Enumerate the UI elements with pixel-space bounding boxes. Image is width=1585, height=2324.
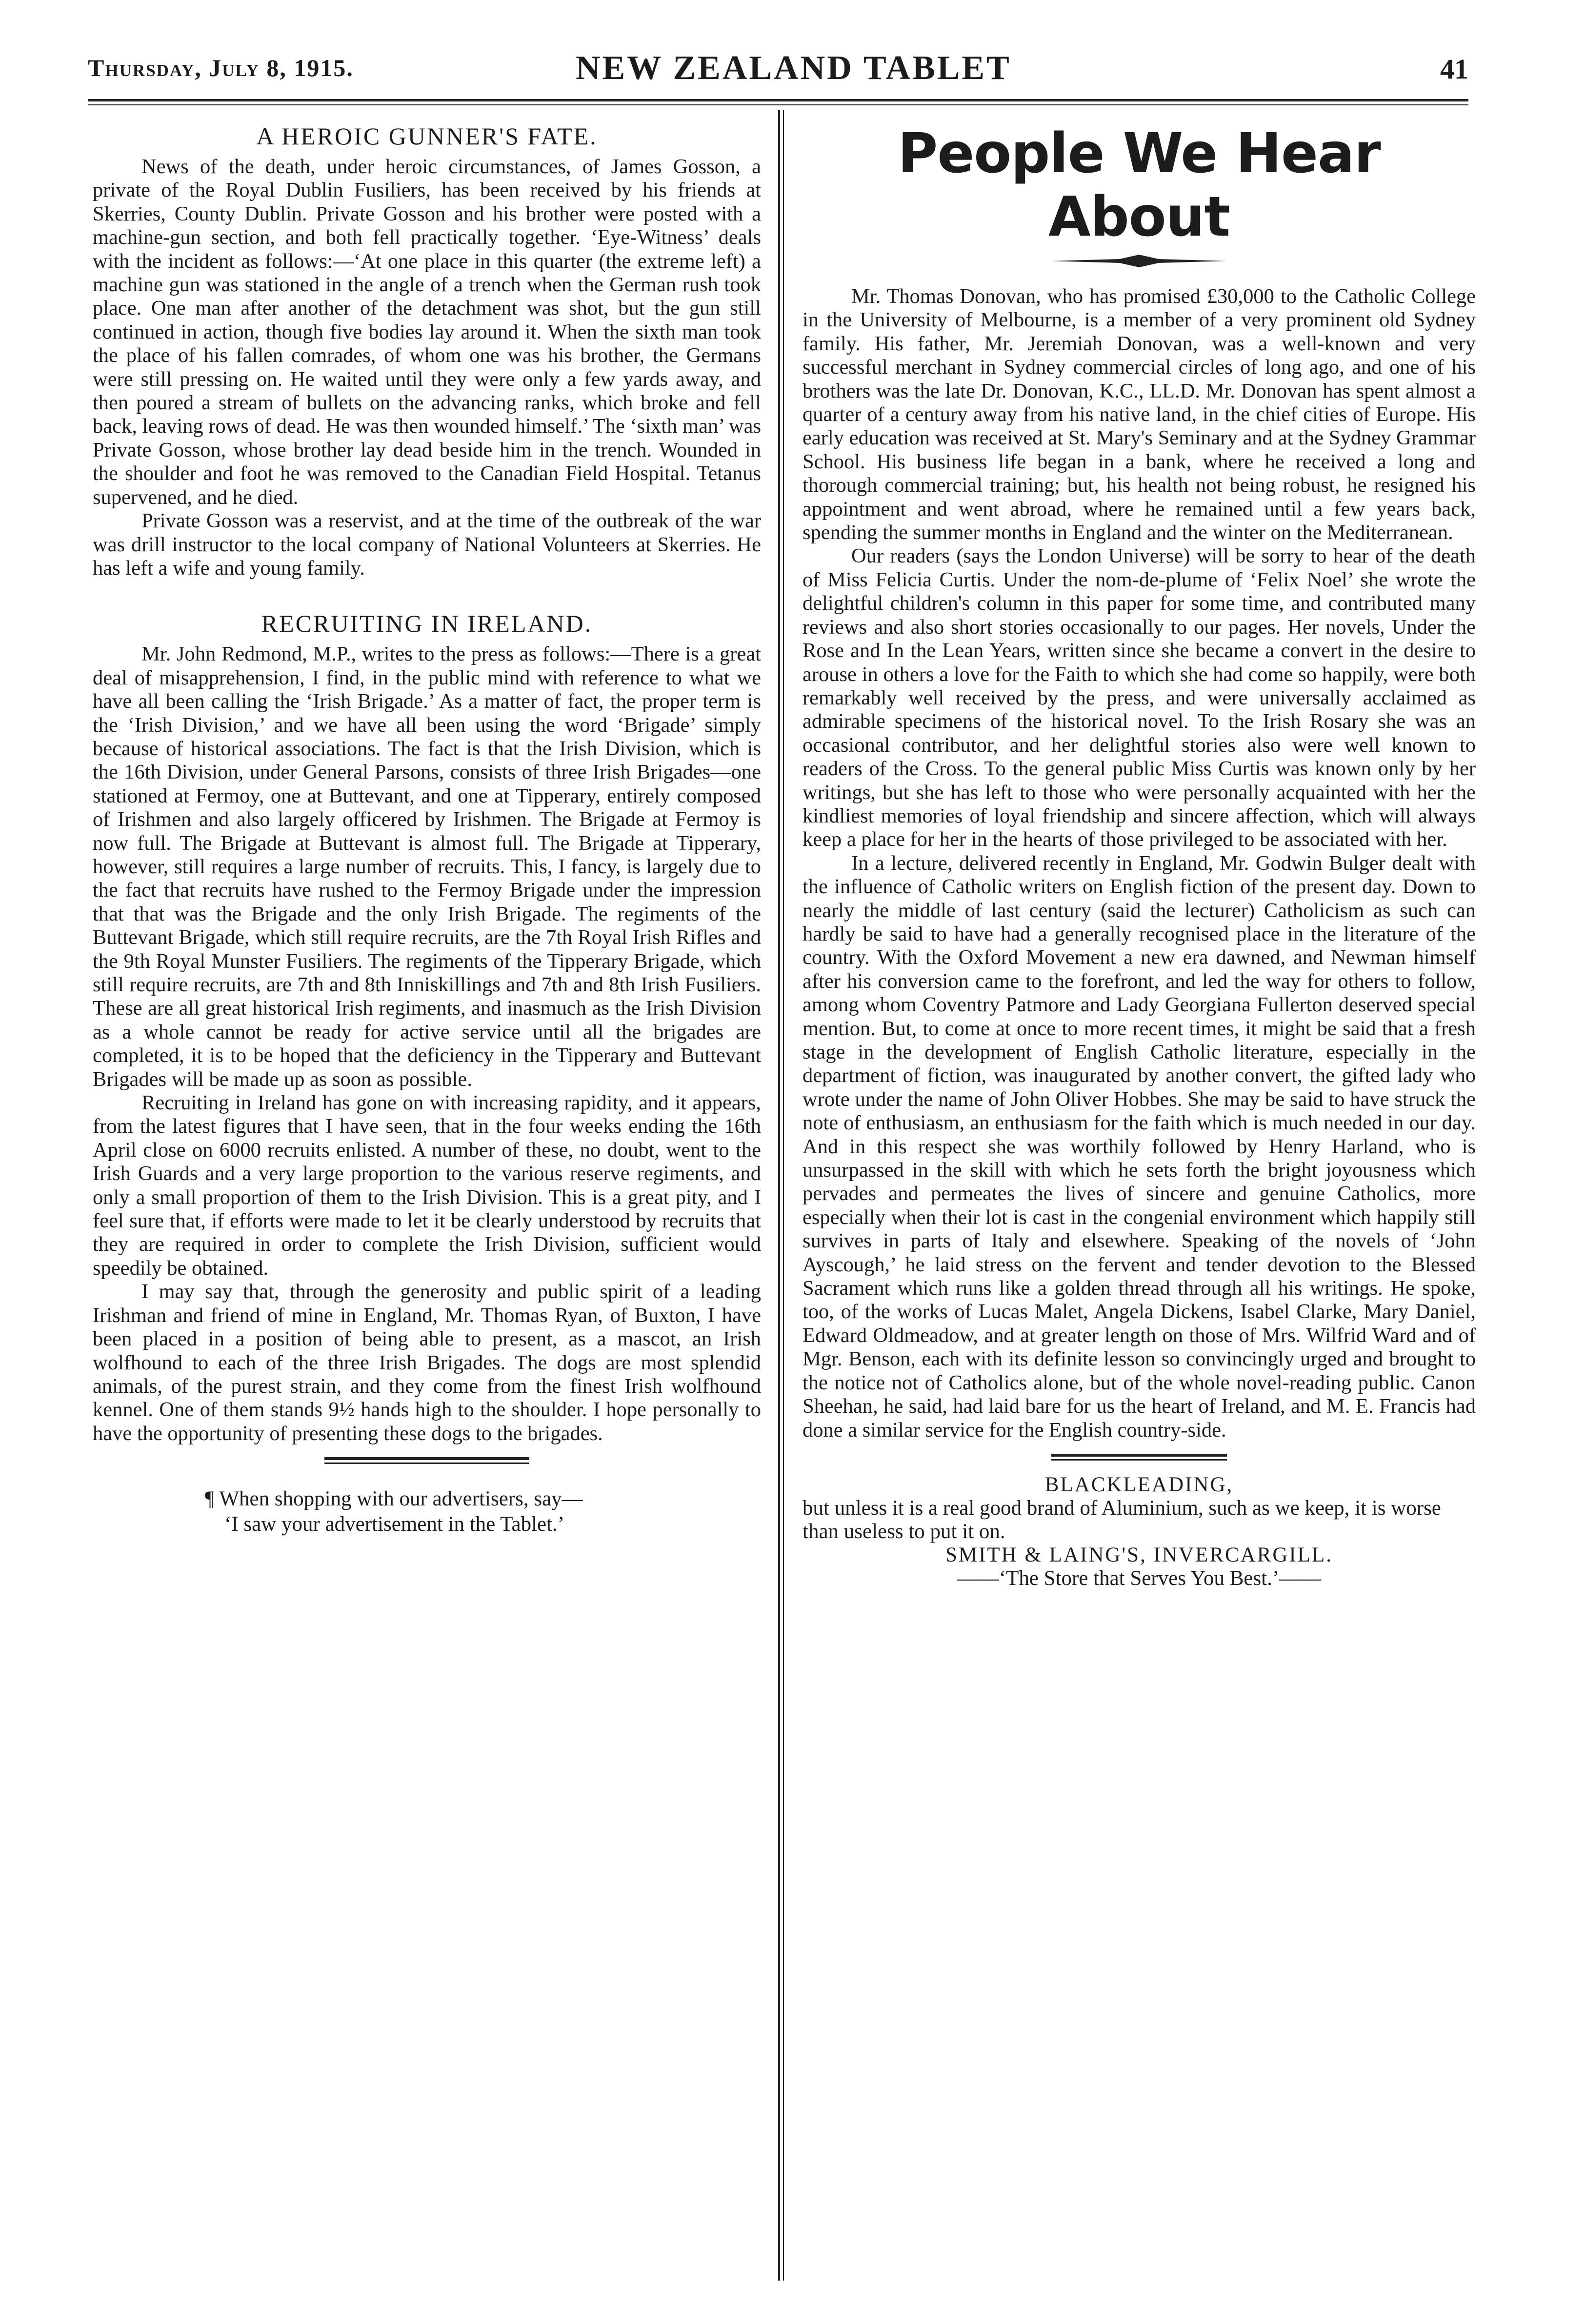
people-paragraph: Our readers (says the London Universe) will be sorry to hear of the death of Miss Felicia Curtis. Under the nom-de-plume of ‘Felix Noel’ she wrote the delightful children's column in this paper for some time, and contributed many reviews and also short stories occasionally to our pages. Her novels, Under the Rose and In the Lean Years, written since she became a convert in the desire to arouse in others a love for the Faith to which she had come so happily, were both remarkably well received by the press, and were universally acclaimed as admirable specimens of the historical novel. To the Irish Rosary she was an occasional contributor, and her delightful stories also were well known to readers of the Cross. To the general public Miss Curtis was known only by her writings, but she has left to those who were personally acquainted with her the kindliest memories of loyal friendship and sincere affection, which will always keep a place for her in the hearts of those privileged to be associated with her.: [803, 544, 1476, 851]
advertiser-notice: [93, 1486, 761, 1537]
column-divider: [778, 110, 780, 2281]
header-page-number: 41: [1440, 53, 1468, 85]
article-paragraph: I may say that, through the generosity and public spirit of a leading Irishman and friend of mine in England, Mr. Thomas Ryan, of Buxton, I have been placed in a position of being able to present, as a mascot, an Irish wolfhound to each of the three Irish Brigades. The dogs are most splendid animals, of the purest strain, and they come from the finest Irish wolfhound kennel. One of them stands 9½ hands high to the shoulder. I hope personally to have the opportunity of presenting these dogs to the brigades.: [93, 1280, 761, 1445]
header-title: NEW ZEALAND TABLET: [576, 49, 1011, 87]
closing-rule: [324, 1456, 529, 1467]
title-ornament: [1051, 254, 1227, 268]
section-title-people: People We Hear About: [898, 122, 1381, 249]
header-rule: [88, 99, 1468, 101]
advert-title: BLACKLEADING,: [1044, 1473, 1234, 1496]
article-paragraph: Recruiting in Ireland has gone on with increasing rapidity, and it appears, from the latest figures that I have seen, that in the four weeks ending the 16th April close on 6000 recruits enlisted. A number of these, no doubt, went to the Irish Guards and a very large proportion to the various reserve regiments, and only a small proportion of them to the Irish Division. This is a great pity, and I feel sure that, if efforts were made to let it be clearly understood by recruits that they are required in order to complete the Irish Division, sufficient would speedily be obtained.: [93, 1091, 761, 1280]
advert-slogan: ——‘The Store that Serves You Best.’——: [957, 1566, 1322, 1590]
header-rule-thin: [88, 104, 1468, 105]
notice-line-2: ‘I saw your advertisement in the Tablet.’: [224, 1513, 565, 1536]
article-paragraph: Private Gosson was a reservist, and at the time of the outbreak of the war was drill instructor to the local company of National Volunteers at Skerries. He has left a wife and young family.: [93, 509, 761, 580]
page-header: [88, 44, 1468, 98]
header-date: Thursday, July 8, 1915.: [88, 54, 354, 81]
left-column: [93, 122, 761, 1537]
advert-text: but unless it is a real good brand of Aluminium, such as we keep, it is worse than useless to put it on.: [803, 1496, 1441, 1543]
people-paragraph: Mr. Thomas Donovan, who has promised £30,000 to the Catholic College in the University of Melbourne, is a member of a very prominent old Sydney family. His father, Mr. Jeremiah Donovan, was a well-known and very successful merchant in Sydney commercial circles of long ago, and one of his brothers was the late Dr. Donovan, K.C., LL.D. Mr. Donovan has spent almost a quarter of a century away from his native land, in the chief cities of Europe. His early education was received at St. Mary's Seminary and at the Sydney Grammar School. His business life began in a bank, where he received a long and thorough commercial training; but, his health not being robust, he resigned his appointment and went abroad, where he remained until a few years back, spending the summer months in England and the winter on the Mediterranean.: [803, 285, 1476, 544]
closing-rule: [1051, 1453, 1227, 1463]
advert-firm: SMITH & LAING'S, INVERCARGILL.: [945, 1543, 1333, 1566]
blackleading-advert: [803, 1473, 1476, 1590]
people-paragraph: In a lecture, delivered recently in England, Mr. Godwin Bulger dealt with the influence of Catholic writers on English fiction of the present day. Down to nearly the middle of last century (said the lecturer) Catholicism as such can hardly be said to have had a generally recognised place in the literature of the country. With the Oxford Movement a new era dawned, and Newman himself after his conversion came to the forefront, and led the way for others to follow, among whom Coventry Patmore and Lady Georgiana Fullerton deserved special mention. But, to come at once to more recent times, it might be said that a fresh stage in the development of English Catholic literature, especially in the department of fiction, was inaugurated by another convert, the gifted lady who wrote under the name of John Oliver Hobbes. She may be said to have struck the note of enthusiasm, an enthusiasm for the faith which is much needed in our day. And in this respect she was worthily followed by Henry Harland, who is unsurpassed in the skill with which he sets forth the bright joyousness which pervades and permeates the lives of sincere and genuine Catholics, more especially when their lot is cast in the congenial environment which happily still survives in parts of Italy and elsewhere. Speaking of the novels of ‘John Ayscough,’ he laid stress on the fervent and tender devotion to the Blessed Sacrament which runs like a golden thread through all his writings. He spoke, too, of the works of Lucas Malet, Angela Dickens, Isabel Clarke, Mary Daniel, Edward Oldmeadow, and at greater length on those of Mrs. Wilfrid Ward and of Mgr. Benson, each with its definite lesson so convincingly urged and brought to the notice not of Catholics alone, but of the whole novel-reading public. Canon Sheehan, he said, had laid bare for us the heart of Ireland, and M. E. Francis had done a similar service for the English country-side.: [803, 851, 1476, 1442]
notice-line-1: ¶ When shopping with our advertisers, say—: [205, 1487, 583, 1511]
column-divider-thin: [783, 110, 784, 2281]
article-paragraph: News of the death, under heroic circumstances, of James Gosson, a private of the Royal Dublin Fusiliers, has been received by his friends at Skerries, County Dublin. Private Gosson and his brother were posted with a machine-gun section, and both fell practically together. ‘Eye-Witness’ deals with the incident as follows:—‘At one place in this quarter (the extreme left) a machine gun was stationed in the angle of a trench when the German rush took place. One man after another of the detachment was shot, but the gun still continued in action, though five bodies lay around it. When the sixth man took the place of his fallen comrades, of whom one was his brother, the Germans were still pressing on. He waited until they were only a few yards away, and then poured a stream of bullets on the advancing ranks, which broke and fell back, leaving rows of dead. He was then wounded himself.’ The ‘sixth man’ was Private Gosson, whose brother lay dead beside him in the trench. Wounded in the shoulder and foot he was removed to the Canadian Field Hospital. Tetanus supervened, and he died.: [93, 155, 761, 509]
article-paragraph: Mr. John Redmond, M.P., writes to the press as follows:—There is a great deal of misapprehension, I find, in the public mind with reference to what we have all been calling the ‘Irish Brigade.’ As a matter of fact, the proper term is the ‘Irish Division,’ and we have all been using the word ‘Brigade’ simply because of historical associations. The fact is that the Irish Division, which is the 16th Division, under General Parsons, consists of three Irish Brigades—one stationed at Fermoy, one at Buttevant, and one at Tipperary, entirely composed of Irishmen and also largely officered by Irishmen. The Brigade at Fermoy is now full. The Brigade at Buttevant is almost full. The Brigade at Tipperary, however, still requires a large number of recruits. This, I fancy, is largely due to the fact that recruits have rushed to the Fermoy Brigade under the impression that that was the Brigade and the only Irish Brigade. The regiments of the Buttevant Brigade, which still require recruits, are the 7th Royal Irish Rifles and the 9th Royal Munster Fusiliers. The regiments of the Tipperary Brigade, which still require recruits, are 7th and 8th Inniskillings and 7th and 8th Irish Fusiliers. These are all great historical Irish regiments, and inasmuch as the Irish Division as a whole cannot be ready for active service until all the brigades are completed, it is to be hoped that the deficiency in the Tipperary and Buttevant Brigades will be made up as soon as possible.: [93, 642, 761, 1091]
article-title-recruiting: RECRUITING IN IRELAND.: [261, 610, 593, 638]
article-title-heroic-gunner: A HEROIC GUNNER'S FATE.: [256, 122, 598, 150]
right-column: [803, 122, 1476, 1590]
